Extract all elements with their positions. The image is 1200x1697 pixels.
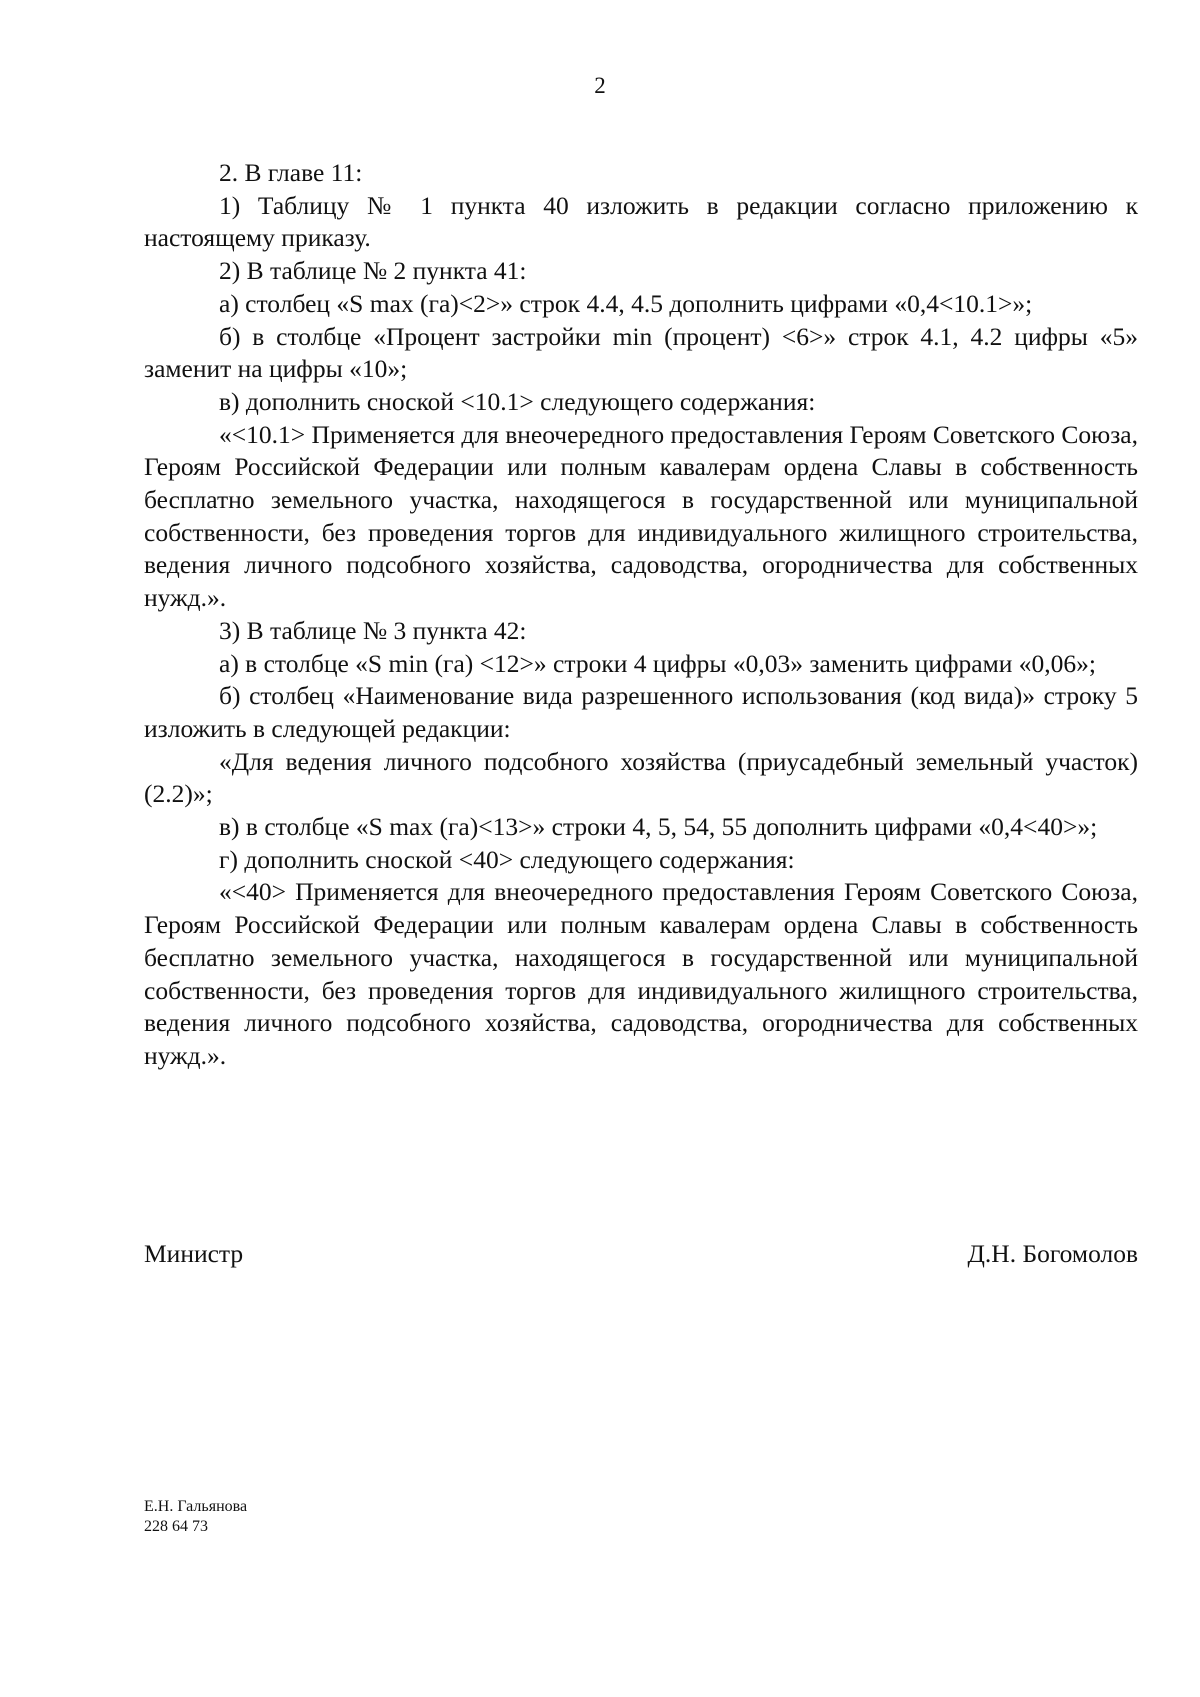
paragraph-chapter-11: 2. В главе 11:: [219, 158, 363, 187]
footnote-40-text: «<40> Применяется для внеочередного предоставления Героям Советского Союза, Героям Российской Федерации или полным кавалерам ордена Славы в собственность бесплатно земельного участка, находящегося в государственной или муниципальной собственности, без проведения торгов для индивидуального жилищного строительства, ведения личного подсобного хозяйства, садоводства, огородничества для собственных нужд.».: [144, 877, 1138, 1070]
paragraph-item-3: 3) В таблице № 3 пункта 42:: [219, 615, 527, 645]
executor-phone: 228 64 73: [144, 1518, 208, 1535]
document-body: [144, 157, 1138, 1073]
paragraph-item-2v: в) дополнить сноской <10.1> следующего содержания:: [219, 386, 816, 416]
signatory-name: Д.Н. Богомолов: [967, 1239, 1138, 1268]
paragraph-item-2: 2) В таблице № 2 пункта 41:: [219, 256, 527, 286]
signatory-position: Министр: [144, 1239, 244, 1268]
page-number: 2: [594, 73, 606, 98]
paragraph-item-2a: а) столбец «S max (га)<2>» строк 4.4, 4.5 дополнить цифрами «0,4<10.1>»;: [219, 288, 1033, 318]
paragraph-item-3v: в) в столбце «S max (га)<13>» строки 4, 5, 54, 55 дополнить цифрами «0,4<40>»;: [219, 812, 1098, 842]
executor-name: Е.Н. Гальянова: [144, 1498, 248, 1515]
paragraph-item-3g: г) дополнить сноской <40> следующего содержания:: [219, 844, 795, 874]
signature-block: [144, 1238, 1138, 1272]
paragraph-item-1: 1) Таблицу № 1 пункта 40 изложить в редакции согласно приложению к настоящему приказу.: [144, 190, 1138, 253]
paragraph-item-2b: б) в столбце «Процент застройки min (процент) <6>» строк 4.1, 4.2 цифры «5» заменит на цифры «10»;: [144, 321, 1138, 384]
paragraph-item-3b: б) столбец «Наименование вида разрешенного использования (код вида)» строку 5 изложить в следующей редакции:: [144, 681, 1138, 743]
executor-block: [144, 1497, 247, 1537]
paragraph-item-3a: а) в столбце «S min (га) <12>» строки 4 цифры «0,03» заменить цифрами «0,06»;: [219, 648, 1096, 678]
footnote-10-1-text: «<10.1> Применяется для внеочередного предоставления Героям Советского Союза, Героям Российской Федерации или полным кавалерам ордена Славы в собственность бесплатно земельного участка, находящегося в государственной или муниципальной собственности, без проведения торгов для индивидуального жилищного строительства, ведения личного подсобного хозяйства, садоводства, огородничества для собственных нужд.».: [144, 419, 1138, 613]
paragraph-item-3b-quote: «Для ведения личного подсобного хозяйства (приусадебный земельный участок) (2.2)»;: [144, 746, 1138, 809]
